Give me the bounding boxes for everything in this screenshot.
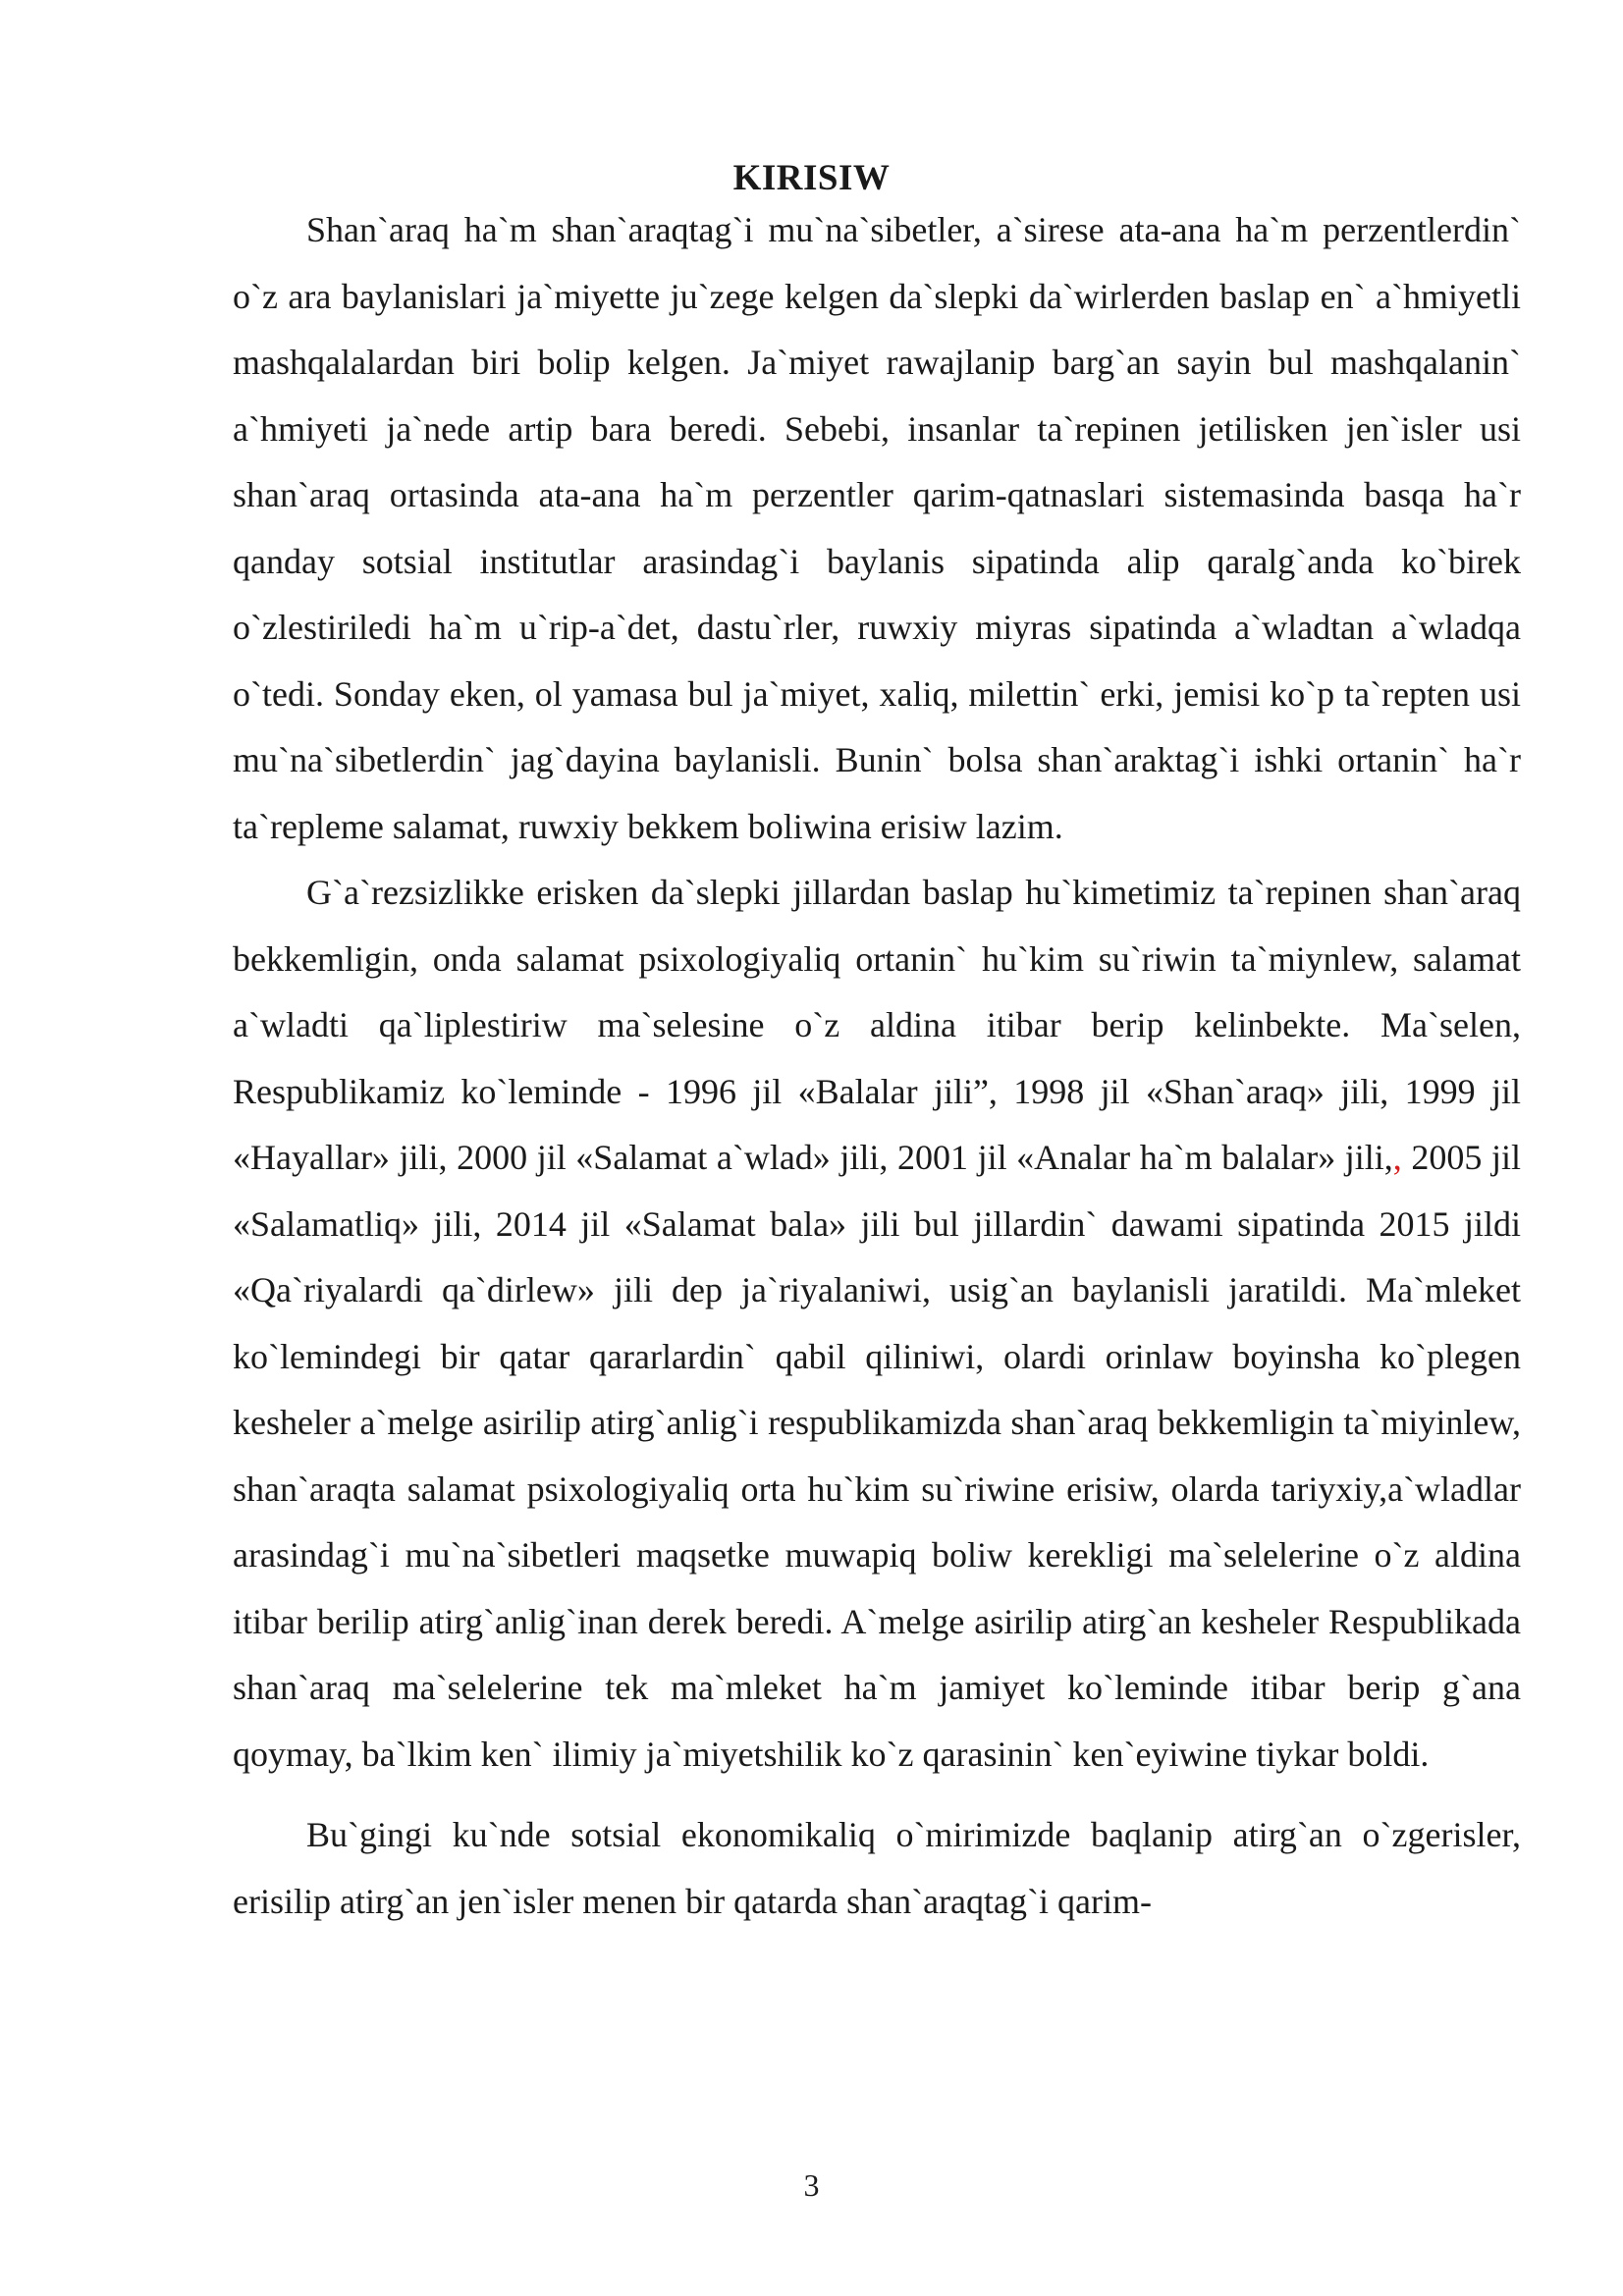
page-number: 3	[803, 2167, 820, 2203]
document-body	[233, 197, 1521, 1935]
red-comma-mark: ,	[1392, 1138, 1402, 1177]
paragraph-2-continuation: 2005 jil «Salamatliq» jili, 2014 jil «Salamat bala» jili bul jillardin` dawami sipatinda 2015 jildi «Qa`riyalardi qa`dirlew» jili dep ja`riyalaniwi, usig`an baylanisli jaratildi. Ma`mleket ko`lemindegi bir qatar qararlardin` qabil qiliniwi, olardi orinlaw boyinsha ko`plegen kesheler a`melge asirilip atirg`anlig`i respublikamizda shan`araq bekkemligin ta`miyinlew, shan`araqta salamat psixologiyaliq orta hu`kim su`riwine erisiw, olarda tariyxiy,a`wladlar arasindag`i mu`na`sibetleri maqsetke muwapiq boliw kerekligi ma`selelerine o`z aldina itibar berilip atirg`anlig`inan derek beredi. A`melge asirilip atirg`an kesheler Respublikada shan`araq ma`selelerine tek ma`mleket ha`m jamiyet ko`leminde itibar berip g`ana qoymay, ba`lkim ken` ilimiy ja`miyetshilik ko`z qarasinin` ken`eyiwine tiykar boldi.	[233, 1138, 1521, 1774]
paragraph-2-text: G`a`rezsizlikke erisken da`slepki jillardan baslap hu`kimetimiz ta`repinen shan`araq bekkemligin, onda salamat psixologiyaliq ortanin` hu`kim su`riwin ta`miynlew, salamat a`wladti qa`liplestiriw ma`selesine o`z aldina itibar berip kelinbekte. Ma`selen, Respublikamiz ko`leminde - 1996 jil «Balalar jili”, 1998 jil «Shan`araq» jili, 1999 jil «Hayallar» jili, 2000 jil «Salamat a`wlad» jili, 2001 jil «Analar ha`m balalar» jili,	[233, 873, 1521, 1177]
paragraph-2	[233, 860, 1521, 1788]
paragraph-1: Shan`araq ha`m shan`araqtag`i mu`na`sibetler, a`sirese ata-ana ha`m perzentlerdin` o`z ara baylanislari ja`miyette ju`zege kelgen da`slepki da`wirlerden baslap en` a`hmiyetli mashqalalardan biri bolip kelgen. Ja`miyet rawajlanip barg`an sayin bul mashqalanin` a`hmiyeti ja`nede artip bara beredi. Sebebi, insanlar ta`repinen jetilisken jen`isler usi shan`araq ortasinda ata-ana ha`m perzentler qarim-qatnaslari sistemasinda basqa ha`r qanday sotsial institutlar arasindag`i baylanis sipatinda alip qaralg`anda ko`birek o`zlestiriledi ha`m u`rip-a`det, dastu`rler, ruwxiy miyras sipatinda a`wladtan a`wladqa o`tedi. Sonday eken, ol yamasa bul ja`miyet, xaliq, milettin` erki, jemisi ko`p ta`repten usi mu`na`sibetlerdin` jag`dayina baylanisli. Bunin` bolsa shan`araktag`i ishki ortanin` ha`r ta`repleme salamat, ruwxiy bekkem boliwina erisiw lazim.	[233, 210, 1521, 846]
paragraph-3: Bu`gingi ku`nde sotsial ekonomikaliq o`mirimizde baqlanip atirg`an o`zgerisler, erisilip atirg`an jen`isler menen bir qatarda shan`araqtag`i qarim-	[233, 1815, 1521, 1921]
page-title: KIRISIW	[732, 158, 891, 198]
